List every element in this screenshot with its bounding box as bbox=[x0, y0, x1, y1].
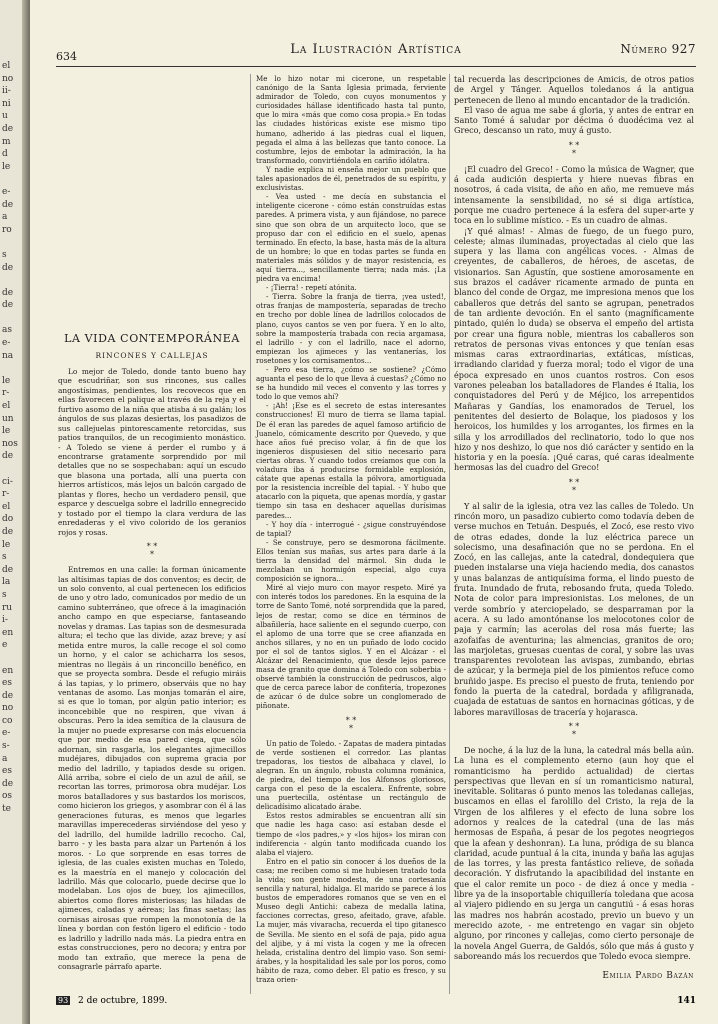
header-rule bbox=[56, 66, 696, 67]
paragraph: - ¡Tierra! - repetí atónita. bbox=[266, 283, 357, 293]
column-1 bbox=[58, 74, 246, 972]
section-title: LA VIDA CONTEMPORÁNEA bbox=[64, 332, 240, 345]
asterism: * * * bbox=[568, 477, 580, 495]
paragraph: - Vea usted - me decía en substancia el inteligente cicerone - cómo están construídas estas paredes. A primera vista, y aun fijándose, no parece sino que son obra de un arquitecto loco, que se propuso dar con el edificio en el suelo, apenas terminado. En efecto, la base, hasta más de la altura de un hombre; lo que en todas partes se funda en materiales más sólidos y de mayor resistencia, es aquí tierra..., sencillamente tierra; nada más. ¡La piedra va encima! bbox=[256, 192, 446, 284]
asterism: * * * bbox=[568, 721, 580, 739]
paragraph: ¡Y qué almas! - Almas de fuego, de un fuego puro, celeste; almas iluminadas, proyectadas al cielo que las supera y las llama con angélicas voces. - Almas de creyentes, de caballeros, de héroes, de ascetas, de visionarios. San Agustín, que sostiene amorosamente en sus brazos el cadáver ricamente armado de punta en blanco del conde de Orgaz, me impresiona menos que los caballeros que detrás del santo se agrupan, penetrados de tan ardiente devoción. En el santo (magníficamente pintado, quién lo duda) se observa el empeño del artista por crear una figura noble, mientras los caballeros son retratos de personas vivas entonces y que tenían esas mismas caras extraordinarias, extáticas, místicas, irradiando claridad y fuerza moral; todo el vigor de una época expresado en unos cuantos rostros. Con esos varones peleaban los batalladores de Flandes é Italia, los conquistadores del Perú y de Méjico, los arrepentidos Mañaras y Gandías, los enamorados de Teruel, los penitentes del desierto de Bolaque, los piadosos y los heroicos, los humildes y los arrogantes, los firmes en la silla y los arrodillados del reclinatorio, todo lo que nos hizo y nos deshizo, lo que nos dió carácter y sentido en la historia y en la poesía. ¡Qué caras, qué caras idealmente hermosas las del cuadro del Greco! bbox=[454, 225, 694, 473]
page bbox=[30, 0, 718, 1024]
paragraph: Miré al viejo muro con mayor respeto. Miré ya con interés todos los paredones. En la esquina de la torre de Santo Tomé, noté sorprendida que la pared, lejos de restar, como se dice en términos de albañilería, hace saliente en el segundo cuerpo, con el aplomo de una torre que se cree afianzada en anchos sillares, y no en un puñado de lodo cocido por el sol de tantos siglos. Y en el Alcázar - el Alcázar del Renacimiento, que desde lejos parece masa de granito que domina á Toledo con soberbia - observé también la construcción de pedruscos, algo que de cerca parece labor de confitería, tropezones de azúcar ó de dulce sobre un conglomerado de piñonate. bbox=[256, 583, 446, 711]
paragraph: Lo mejor de Toledo, donde tanto bueno hay que escudriñar, son sus rincones, sus calles angostísimas, pendientes, los recovecos que en ellas favorecen el palique al través de la reja y el furtivo asomo de la niña que atisba á su galán; los ángulos de sus plazas desiertas, los pasadizos de sus callejuelas pintorescamente retorcidas, sus patios tranquilos, de un recogimiento monástico. - A Toledo se viene á perder el rumbo y á encontrarse gratamente sorprendido por mil detalles que no se sospechaban: aquí un escudo que blasona una portada, allí una puerta con hierros artísticos, más lejos un balcón cargado de plantas y flores, hecho un verdadero pensil, que esparce y descuelga sobre el ladrillo ennegrecido y tostado por el tiempo la clara verdura de las enredaderas y el vivo colorido de los geranios rojos y rosas. bbox=[58, 366, 247, 537]
previous-page-fragments: el no ii- ni u de m d le e- de a ro s de de de as e- na le r- el un le nos de ci- r- el do de le s de la s ru i- en e en es de no co e- s- a es de os te bbox=[2, 61, 18, 815]
paragraph: Un patio de Toledo. - Zapatas de madera pintadas de verde sostienen el corredor. Las plantas trepadoras, los tiestos de albahaca y clavel, lo alegran. En un ángulo, robusta columna románica, de piedra, del tiempo de los Alfonsos gloriosos, carga con el peso de la escalera. Enfrente, sobre una puertecilla, osténtase un rectángulo de delicadísimo alicatado árabe. bbox=[256, 738, 446, 812]
paragraph: - ¡Ah! ¡Ese es el secreto de estas interesantes construcciones! El muro de tierra se llama tapial. De él eran las paredes de aquel famoso artificio de Juanelo, cómicamente descrito por Quevedo, y que hace años fué preciso volar, á fin de que los ingenieros dispusiesen del sitio necesario para ciertas obras. Y cuando todos creíamos que con la voladura iba á producirse formidable explosión, cátate que apenas estalla la pólvora, amortiguada por la resistencia increíble del tapial. - Y hubo que atacarlo con la piqueta, que apenas mordía, y gastar tiempo sin tasa en deshacer aquellas durísimas paredes... bbox=[256, 401, 446, 520]
illustration-space bbox=[58, 74, 246, 334]
binding-edge bbox=[22, 0, 30, 1024]
paragraph: Entro en el patio sin conocer á los dueños de la casa; me reciben como si me hubiesen tratado toda la vida; son gente modesta, de una cortesanía sencilla y natural, hidalga. El marido se parece á los bustos de emperadores romanos que se ven en el Museo degli Antichi: cabeza de medalla latina, facciones correctas, greso, afeitado, grave, afable. La mujer, más vivaracha, recuerda el tipo gitanesco de Sevilla. Me siento en el sofá de paja, pido agua del aljibe, y á mí vista la cogen y me la ofrecen helada, cristalina dentro del limpio vaso. Son semi-árabes, y la hospitalidad les sale por los poros, como hábito de raza, como deber. El patio es fresco, y su traza orien- bbox=[256, 856, 446, 984]
paragraph: tal recuerda las descripciones de Amicis, de otros patios de Argel y Tánger. Aquellos toledanos á la antigua pertenecen de lleno al mundo encantador de la tradición. bbox=[454, 74, 694, 105]
footer-tag: 93 bbox=[58, 996, 69, 1005]
paragraph: - Pero esa tierra, ¿cómo se sostiene? ¿Cómo aguanta el peso de lo que lleva á cuestas? ¿Cómo no se ha hundido mil veces el convento y las torres y todo lo que vemos ahí? bbox=[256, 365, 446, 402]
paragraph: Entremos en una calle: la forman únicamente las altísimas tapias de dos conventos; es decir, de un solo convento, al cual pertenecen los edificios de uno y otro lado, comunicados por medio de un camino subterráneo, que ofrece á la imaginación ancho campo en que especiarse, fantaseando novelas y dramas. Las tapias son de desmesurada altura; el techo que las divide, azaz breve; y así metida entre muros, la calle recoge el sol como un horno, y el calor se achicharra los sesos, mientras no llegáis á un rinconcillo benéfico, en que se proyecta sombra. Desde el refugio miráis á las tapias, y lo primero, observáis que no hay ventanas de asomo. Las monjas tomarán el aire, si es que lo toman, por algún patio interior; es inconcebible que no respiren, que vivan á obscuras. Pero la idea semítica de la clausura de la mujer no puede expresarse con más elocuencia que por medio de esa pared ciega, que sólo adornan, sin rasgarla, los elegantes ajimecillos mudéjares, dibujados con suprema gracia por medio del ladrillo, y tapiados desde su origen. Allá arriba, sobre el cielo de un azul de añil, se recortan las torres, primorosa obra mudéjar. Los moros bataIladores y sus bastardos los moriscos, como hicieron los griegos, y asombrar con él á las generaciones futuras, es menos que legarles maravillas imperecederas sirviéndose del yeso y del ladrillo, del humilde ladrillo recocho. Cal, barro - y les basta para alzar un Partenón á los moros. - Lo que sorprende en esas torres de iglesia, de las cuales existen muchas en Toledo, es la maestría en el manejo y colocación del ladrillo. Más que colocarlo, puede decirse que lo modelaban. Los ojos de buey, los ajimecillos, abiertos como flores misteriosas; las hiladas de ajimeces, caladas y aéreas; las finas saetas; las cornisas airosas que rompen la monotonía de la línea y bordan con festón ligero el edificio - todo es ladrillo y ladrillo nada más. La piedra entra en estas construcciones, pero no decora; y entra por modo tan extraño, que merece la pena de consagrarle párrafo aparte. bbox=[58, 565, 246, 972]
asterism: * * * bbox=[345, 715, 357, 733]
author-signature: Emilia Pardo Bazán bbox=[602, 971, 694, 982]
paragraph: Estos restos admirables se encuentran allí sin que nadie les haga caso: así estaban desde el tiempo de «los padres,» y «los hijos» los miran con indiferencia - algún tanto modificada cuando los alaba el viajero. bbox=[256, 811, 446, 857]
page-footer bbox=[56, 996, 696, 1010]
folio-number: 141 bbox=[677, 996, 696, 1006]
section-subtitle: RINCONES Y CALLEJAS bbox=[95, 351, 209, 361]
running-header bbox=[56, 40, 696, 64]
paragraph: - Se construye, pero se desmorona fácilmente. Ellos tenían sus mañas, sus artes para darle á la tierra la densidad del mármol. Sin duda le mezclaban un hormigón especial, algo cuya composición se ignora... bbox=[256, 537, 446, 584]
paragraph: El vaso de agua me sabe á gloria, y antes de entrar en Santo Tomé á saludar por décima ó duodécima vez al Greco, descanso un rato, muy á gusto. bbox=[454, 104, 694, 136]
page-number: 634 bbox=[56, 50, 77, 63]
issue-date: 2 de octubre, 1899. bbox=[78, 996, 168, 1006]
paragraph: Me lo hizo notar mi cicerone, un respetable canónigo de la Santa Iglesia primada, ferviente admirador de Toledo, con cuyos monumentos y curiosidades hállase identificado hasta tal punto, que lo mira «más que como cosa propia.» En todas las ciudades históricas existe ese mismo tipo humano, adherido á las piedras cual el liquen, pegada el alma á las bellezas que tanto conoce. La costumbre, lejos de embotar la admiración, la ha transformado, convirtiéndola en cariño idólatra. bbox=[256, 74, 446, 165]
column-3 bbox=[454, 74, 694, 981]
issue-number: Número 927 bbox=[620, 42, 696, 56]
asterism: * * * bbox=[568, 140, 580, 158]
column-divider bbox=[449, 74, 450, 994]
asterism: * * * bbox=[146, 542, 158, 560]
paragraph: Y al salir de la iglesia, otra vez las calles de Toledo. Un rincón moro, un pasadizo cubierto como todavía deben de verse muchos en Tetuán. Después, el Zocó, ese resto vivo de otras edades, donde la luz eléctrica parece un solecismo, una desafinación que no se perdona. En el Zocó, en las callejas, ante la catedral, dondequiera que pueden instalarse una vieja haciendo media, dos canastos y unas balanzas de antiquísima forma, el lindo puesto de fruta. Inundado de fruta, rebosando fruta, queda Toledo. Nota de color para impresionistas. Los melones, de un verde sombrío y aterciopelado, se desparraman por la acera. A su lado amontónanse los melocotones color de paja y carmín; las acerolas del rosa más fuerte; las azofaifas de aventurina; las almencias, granitos de oro; las marjoletas, gruesas cuentas de coral, y sobre las uvas transparentes revolotean las avispas, zumbando, ebrias de azúcar, y la bermeja piel de los pimientos refuce como bruñido jaspe. Es preciso el puesto de fruta, teniendo por fondo la puerta de la catedral, bordada y afiligranada, cuajada de estatuas de santos en hornacinas góticas, y de labores maravillosas de tracería y hojarasca. bbox=[454, 500, 694, 717]
column-divider bbox=[250, 74, 251, 994]
magazine-title: La Ilustración Artística bbox=[290, 42, 462, 57]
column-2 bbox=[256, 74, 446, 984]
paragraph: Y nadie explica ni enseña mejor un pueblo que tales apasionados de él, penetrados de su espíritu, y exclusivistas. bbox=[256, 164, 446, 193]
previous-page-edge bbox=[0, 0, 30, 1024]
paragraph: ¡El cuadro del Greco! - Como la música de Wagner, que á cada audición despierta y hiere nuevas fibras en nosotros, á cada visita, de año en año, me remueve más intensamente la sensibilidad, no sé si diga artística, porque me cuadro pertenece á la esfera del super-arte y toca en lo sublime místico. - Es un cuadro de almas. bbox=[454, 163, 694, 226]
paragraph: - Y hoy día - interrogué - ¿sigue construyéndose de tapial? bbox=[256, 519, 446, 538]
paragraph: De noche, á la luz de la luna, la catedral más bella aún. La luna es el complemento eterno (aun hoy que el romanticismo ha perdido actualidad) de ciertas perspectivas que llevan en sí un romanticismo natural, inevitable. Solitaras ó punto menos las toledanas callejas, buscamos en ellas el farolillo del Cristo, la reja de la Virgen de los alfileres y el efecto de luna sobre los adornos y realces de la catedral (una de las más hermosas de España, á pesar de los pegotes neogriegos que la afean y deshonran). La luna, pródiga de su blanca claridad, acude puntual á la cita, inunda y baña las agujas de las torres, y las presta fantástico relieve, de soñada decoración. Y disfrutando la apacibilidad del instante en que el calor remite un poco - de diez á once y media - libre ya de la insoportable chiquillería toledana que acosa al viajero pidiendo en su jerga un cangutiú - á esas horas las madres nos habrán acostado, previo un buevo y un merecido azote, - me entretengo en vagar sin objeto alguno, por rincones y callejas, como cierto personaje de la novela Angel Guerra, de Galdós, sólo que más á gusto y saboreando más los recuerdos que Toledo evoca siempre. bbox=[454, 744, 694, 961]
paragraph: - Tierra. Sobre la franja de tierra, ¡vea usted!, otras franjas de mampostería, separadas de trecho en trecho por doble línea de ladrillos colocados de plano, cuyos cantos se ven por fuera. Y en lo alto, sobre la mampostería trabada con recia argamasa, el ladrillo - y con el ladrillo, nace el adorno, empiezan los ajimeces y las ventanerías, los rosetones y los cornisamentos... bbox=[256, 292, 446, 365]
